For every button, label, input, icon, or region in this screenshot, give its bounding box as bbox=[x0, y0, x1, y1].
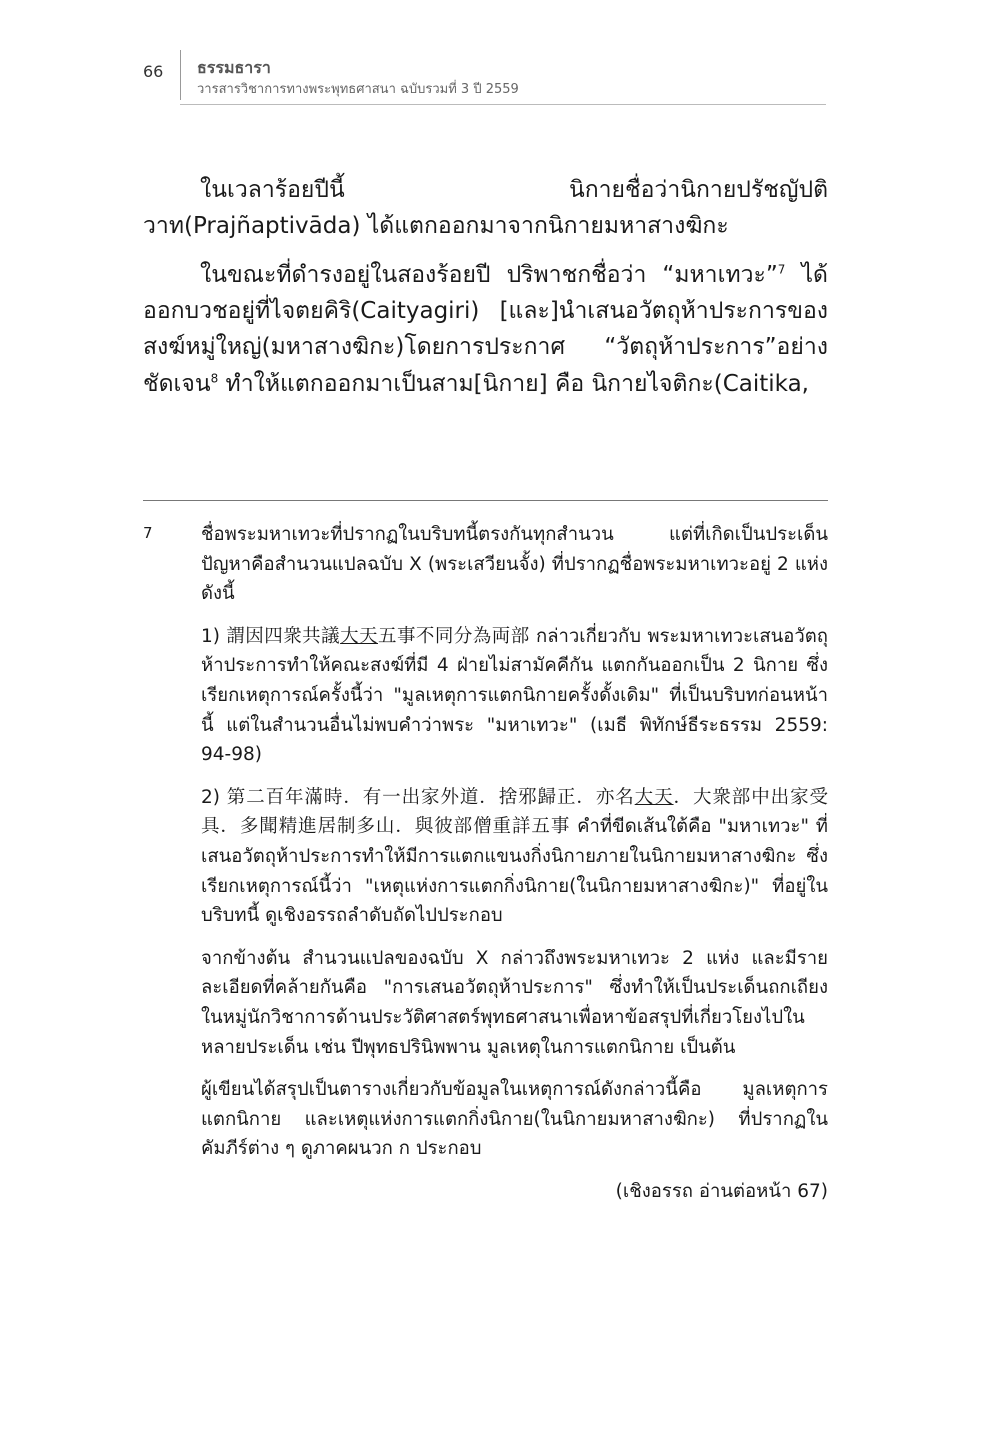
footnote-body bbox=[201, 520, 828, 1206]
paragraph-text: ในเวลาร้อยปีนี้ นิกายชื่อว่านิกายปรัชญัปติวาท(Prajñaptivāda) ได้แตกออกมาจากนิกายมหาสางฆิกะ bbox=[143, 177, 828, 240]
paragraph bbox=[143, 172, 828, 245]
footnote-ref-8[interactable]: 8 bbox=[210, 370, 219, 385]
footnote-paragraph: จากข้างต้น สำนวนแปลของฉบับ X กล่าวถึงพระมหาเทวะ 2 แห่ง และมีรายละเอียดที่คล้ายกันคือ "การเสนอวัตถุห้าประการ" ซึ่งทำให้เป็นประเด็นถกเถียงในหมู่นักวิชาการด้านประวัติศาสตร์พุทธศาสนาเพื่อหาข้อสรุปที่เกี่ยวโยงไปในหลายประเด็น เช่น ปีพุทธปรินิพพาน มูลเหตุในการแตกนิกาย เป็นต้น bbox=[201, 947, 828, 1058]
journal-subtitle: วารสารวิชาการทางพระพุทธศาสนา ฉบับรวมที่ 3 ปี 2559 bbox=[197, 82, 519, 97]
footnote-continued-note: (เชิงอรรถ อ่านต่อหน้า 67) bbox=[615, 1180, 828, 1202]
footnote-text: ．大衆部中出家受具．多聞精進居制多山．與彼部僧重詳五事 คำที่ขีดเส้นใต้คือ "มหาเทวะ" ที่เสนอวัตถุห้าประการทำให้มีการแตกแขนงกิ่งนิกายภายในนิกายมหาสางฆิกะ ซึ่งเรียกเหตุการณ์นี้ว่า "เหตุแห่งการแตกกิ่งนิกาย(ในนิกายมหาสางฆิกะ)" ที่อยู่ในบริบทนี้ ดูเชิงอรรถลำดับถัดไปประกอบ bbox=[201, 786, 828, 927]
footnote-paragraph: ผู้เขียนได้สรุปเป็นตารางเกี่ยวกับข้อมูลในเหตุการณ์ดังกล่าวนี้คือ มูลเหตุการแตกนิกาย และเหตุแห่งการแตกกิ่งนิกาย(ในนิกายมหาสางฆิกะ) ที่ปรากฏในคัมภีร์ต่าง ๆ ดูภาคผนวก ก ประกอบ bbox=[201, 1079, 828, 1160]
header-divider bbox=[180, 104, 826, 105]
paragraph bbox=[143, 257, 828, 402]
journal-title: ธรรมธารา bbox=[197, 58, 271, 77]
footnote-paragraph bbox=[201, 622, 828, 770]
footnote-text: 2) 第二百年滿時．有一出家外道．捨邪歸正．亦名 bbox=[201, 786, 635, 808]
paragraph-text: ทำให้แตกออกมาเป็นสาม[นิกาย] คือ นิกายไจติกะ(Caitika, bbox=[218, 370, 809, 397]
underlined-term: 大天 bbox=[340, 625, 378, 647]
footnote-divider bbox=[143, 500, 828, 501]
underlined-term: 大天 bbox=[634, 786, 674, 808]
footnote-ref-7[interactable]: 7 bbox=[777, 262, 786, 276]
header-vertical-divider bbox=[180, 50, 181, 100]
main-text bbox=[143, 172, 828, 414]
footnote-number: 7 bbox=[143, 524, 153, 542]
page-number: 66 bbox=[143, 62, 164, 81]
footnote-paragraph: ชื่อพระมหาเทวะที่ปรากฏในบริบทนี้ตรงกันทุกสำนวน แต่ที่เกิดเป็นประเด็นปัญหาคือสำนวนแปลฉบับ X (พระเสวียนจั้ง) ที่ปรากฏชื่อพระมหาเทวะอยู่ 2 แห่ง ดังนี้ bbox=[201, 524, 828, 605]
footnote-text: 1) 謂因四衆共議 bbox=[201, 625, 341, 647]
footnote-paragraph bbox=[201, 783, 828, 931]
footnote-text: 五事不同分為両部 กล่าวเกี่ยวกับ พระมหาเทวะเสนอวัตถุห้าประการทำให้คณะสงฆ์ที่มี 4 ฝ่ายไม่สามัคคีกัน แตกกันออกเป็น 2 นิกาย ซึ่งเรียกเหตุการณ์ครั้งนี้ว่า "มูลเหตุการแตกนิกายครั้งดั้งเดิม" ที่เป็นบริบทก่อนหน้านี้ แต่ในสำนวนอื่นไม่พบคำว่าพระ "มหาเทวะ" (เมธี พิทักษ์ธีระธรรม 2559: 94-98) bbox=[201, 625, 829, 766]
paragraph-text: ได้ออกบวชอยู่ที่ไจตยคิริ(Caityagiri) [และ]นำเสนอวัตถุห้าประการของสงฆ์หมู่ใหญ่(มหาสางฆิกะ)โดยการประกาศ “วัตถุห้าประการ”อย่างชัดเจน bbox=[143, 261, 828, 397]
paragraph-text: ในขณะที่ดำรงอยู่ในสองร้อยปี ปริพาชกชื่อว่า “มหาเทวะ” bbox=[200, 261, 778, 288]
page-header bbox=[0, 0, 1000, 110]
